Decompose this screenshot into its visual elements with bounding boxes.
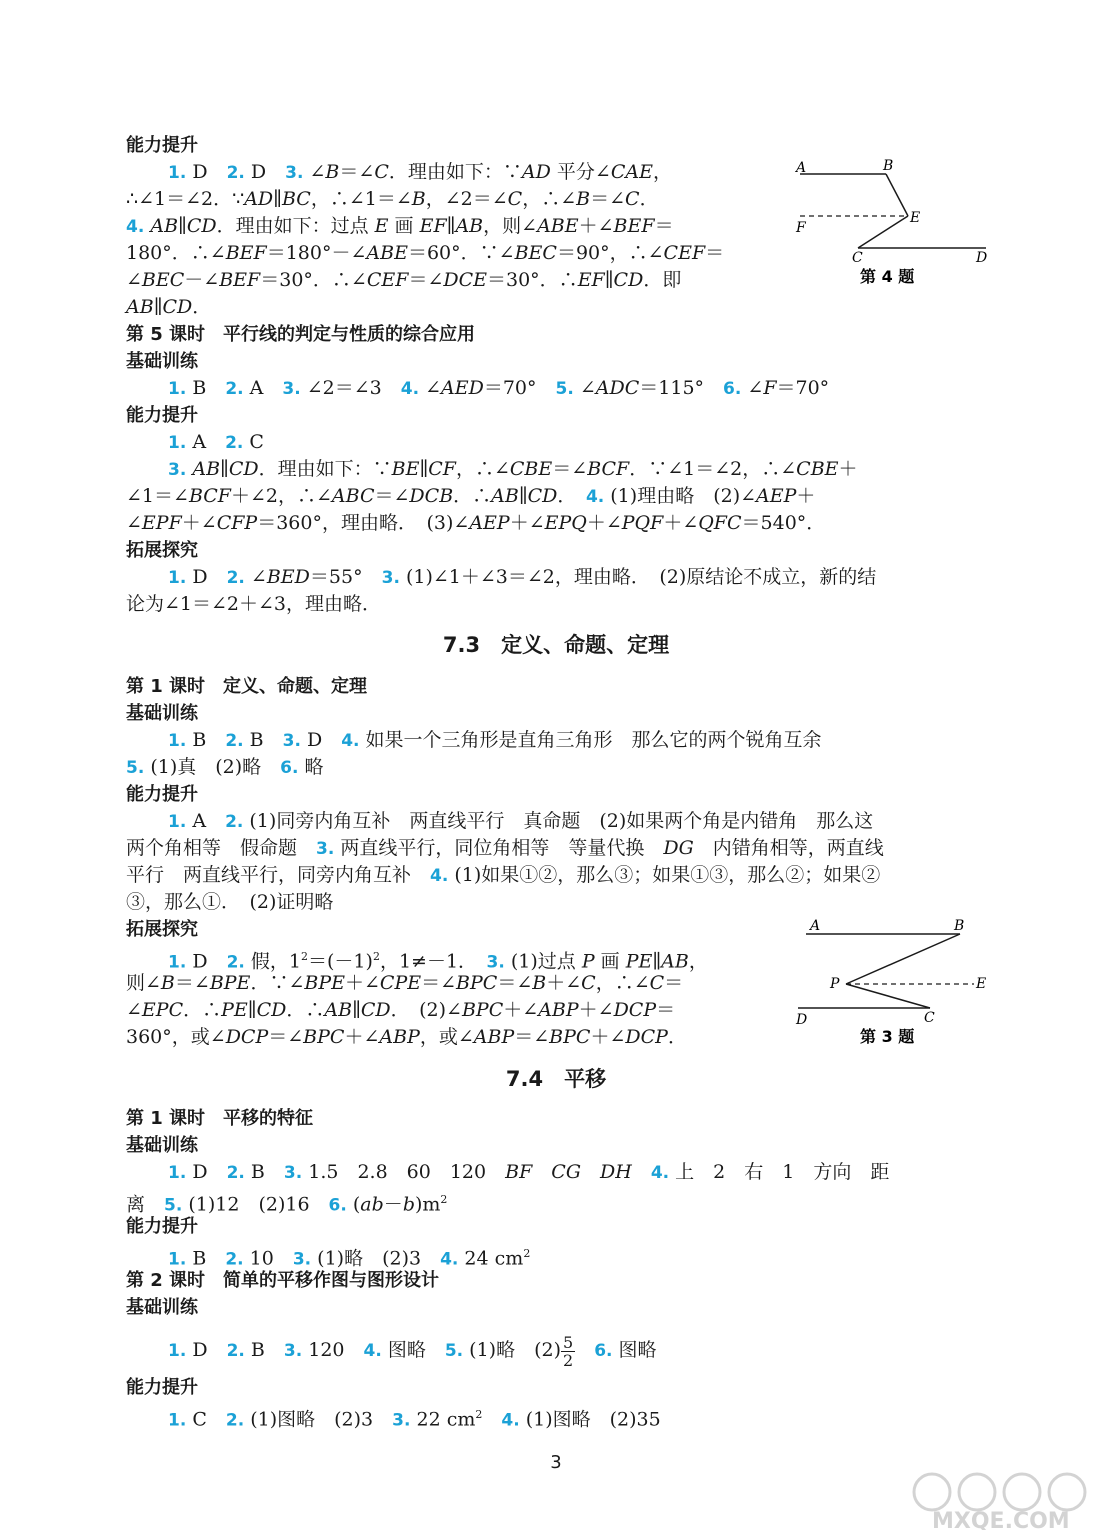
heading-basic: 基础训练: [126, 1297, 198, 1318]
label-B: B: [954, 918, 965, 934]
heading-basic: 基础训练: [126, 351, 198, 372]
answer-line: 1. A 2. (1)同旁内角互补 两直线平行 真命题 (2)如果两个角是内错角 那么这: [168, 810, 874, 832]
answer-line: AB∥CD．: [126, 296, 212, 318]
label-P: P: [830, 976, 840, 992]
label-F: F: [796, 220, 806, 236]
figure-q4-diagram: [790, 150, 1000, 290]
answer-line: ∠BEC－∠BEF＝30°．∴∠CEF＝∠DCE＝30°．∴EF∥CD．即: [126, 269, 682, 291]
figure-caption: 第 3 题: [860, 1027, 915, 1046]
heading-ability: 能力提升: [126, 1377, 198, 1398]
answer-line: 两个角相等 假命题 3. 两直线平行，同位角相等 等量代换 DG 内错角相等，两直线: [126, 837, 884, 859]
page-number: 3: [550, 1452, 562, 1473]
answer-line: ∠EPF＋∠CFP＝360°，理由略． (3)∠AEP＋∠EPQ＋∠PQF＋∠QFC＝540°．: [126, 512, 826, 534]
lesson-title: 第 2 课时 简单的平移作图与图形设计: [126, 1270, 440, 1291]
heading-ability: 能力提升: [126, 1216, 198, 1237]
answer-line: ∴∠1＝∠2．∵AD∥BC，∴∠1＝∠B，∠2＝∠C，∴∠B＝∠C．: [126, 188, 659, 210]
answer-line: 1. D 2. D 3. ∠B＝∠C．理由如下：∵AD 平分∠CAE，: [168, 161, 672, 183]
answer-line: 1. D 2. 假，$1^2=(-1)^2$，1≠－1． 3. (1)过点 P 画 PE∥AB，: [168, 950, 708, 973]
answer-line: 4. AB∥CD．理由如下：过点 E 画 EF∥AB，则∠ABE＋∠BEF＝: [126, 215, 674, 237]
heading-explore: 拓展探究: [126, 540, 198, 561]
answer-line: ∠EPC．∴PE∥CD．∴AB∥CD． (2)∠BPC＋∠ABP＋∠DCP＝: [126, 999, 676, 1021]
answer-line: 1. B 2. 10 3. (1)略 (2)3 4. 24 $cm^2$: [168, 1247, 531, 1270]
lesson-title: 第 1 课时 定义、命题、定理: [126, 676, 368, 697]
figure-q3-diagram: [790, 912, 1000, 1052]
answer-line: 平行 两直线平行，同旁内角互补 4. (1)如果①②，那么③；如果①③，那么②；如果②: [126, 864, 881, 886]
figure-q3: [790, 912, 1000, 1052]
answer-line: 360°，或∠DCP＝∠BPC＋∠ABP，或∠ABP＝∠BPC＋∠DCP．: [126, 1026, 687, 1048]
answer-line: 1. D 2. B 3. 120 4. 图略 5. (1)略 (2) $\frac{5}{2}$ 6. 图略: [168, 1332, 657, 1370]
label-A: A: [796, 160, 807, 176]
answer-line: 1. D 2. ∠BED＝55° 3. (1)∠1＋∠3＝∠2，理由略． (2)原结论不成立，新的结: [168, 566, 877, 588]
answer-line: 1. C 2. (1)图略 (2)3 3. 22 $cm^2$ 4. (1)图略 (2)35: [168, 1408, 661, 1431]
figure-q4: [790, 150, 1000, 290]
answer-line: 论为∠1＝∠2＋∠3，理由略．: [126, 593, 382, 615]
fraction-denominator: 2: [563, 1350, 574, 1370]
fraction: [561, 1334, 575, 1369]
label-C: C: [924, 1010, 935, 1026]
answer-line: 1. D 2. B 3. 1.5 2.8 60 120 BF CG DH 4. 上 2 右 1 方向 距: [168, 1161, 890, 1183]
figure-caption: 第 4 题: [860, 267, 915, 286]
answer-line: 1. B 2. A 3. ∠2＝∠3 4. ∠AED＝70° 5. ∠ADC＝115° 6. ∠F＝70°: [168, 377, 830, 399]
label-E: E: [910, 210, 921, 226]
heading-explore: 拓展探究: [126, 919, 198, 940]
fraction-numerator: 5: [563, 1332, 574, 1352]
answer-line: 5. (1)真 (2)略 6. 略: [126, 756, 324, 778]
heading-basic: 基础训练: [126, 703, 198, 724]
section-title: 7.4 平移: [505, 1067, 607, 1091]
answer-line: ∠1＝∠BCF＋∠2，∴∠ABC＝∠DCB．∴AB∥CD． 4. (1)理由略 (2)∠AEP＋: [126, 485, 816, 507]
answer-line: 1. A 2. C: [168, 431, 264, 453]
heading-ability: 能力提升: [126, 405, 198, 426]
answer-line: 3. AB∥CD．理由如下：∵BE∥CF，∴∠CBE＝∠BCF．∵∠1＝∠2，∴∠CBE＋: [168, 458, 858, 480]
heading-ability: 能力提升: [126, 135, 198, 156]
lesson-title: 第 5 课时 平行线的判定与性质的综合应用: [126, 324, 476, 345]
answer-line: 离 5. (1)12 (2)16 6. $(ab-b)m^2$: [126, 1193, 448, 1216]
label-E: E: [976, 976, 987, 992]
answer-line: ③，那么①． (2)证明略: [126, 891, 334, 913]
label-A: A: [810, 918, 821, 934]
label-D: D: [796, 1012, 808, 1028]
label-D: D: [976, 250, 988, 266]
answer-line: 1. B 2. B 3. D 4. 如果一个三角形是直角三角形 那么它的两个锐角互余: [168, 729, 822, 751]
watermark-text: MXQE.COM: [932, 1509, 1070, 1530]
answer-line: 则∠B＝∠BPE．∵∠BPE＋∠CPE＝∠BPC＝∠B＋∠C，∴∠C＝: [126, 972, 684, 994]
answer-line: 180°．∴∠BEF＝180°－∠ABE＝60°．∵∠BEC＝90°，∴∠CEF＝: [126, 242, 725, 264]
watermark-logo: [902, 1470, 1092, 1530]
label-C: C: [852, 250, 863, 266]
heading-ability: 能力提升: [126, 784, 198, 805]
section-title: 7.3 定义、命题、定理: [442, 633, 670, 657]
heading-basic: 基础训练: [126, 1135, 198, 1156]
lesson-title: 第 1 课时 平移的特征: [126, 1108, 314, 1129]
label-B: B: [883, 158, 894, 174]
